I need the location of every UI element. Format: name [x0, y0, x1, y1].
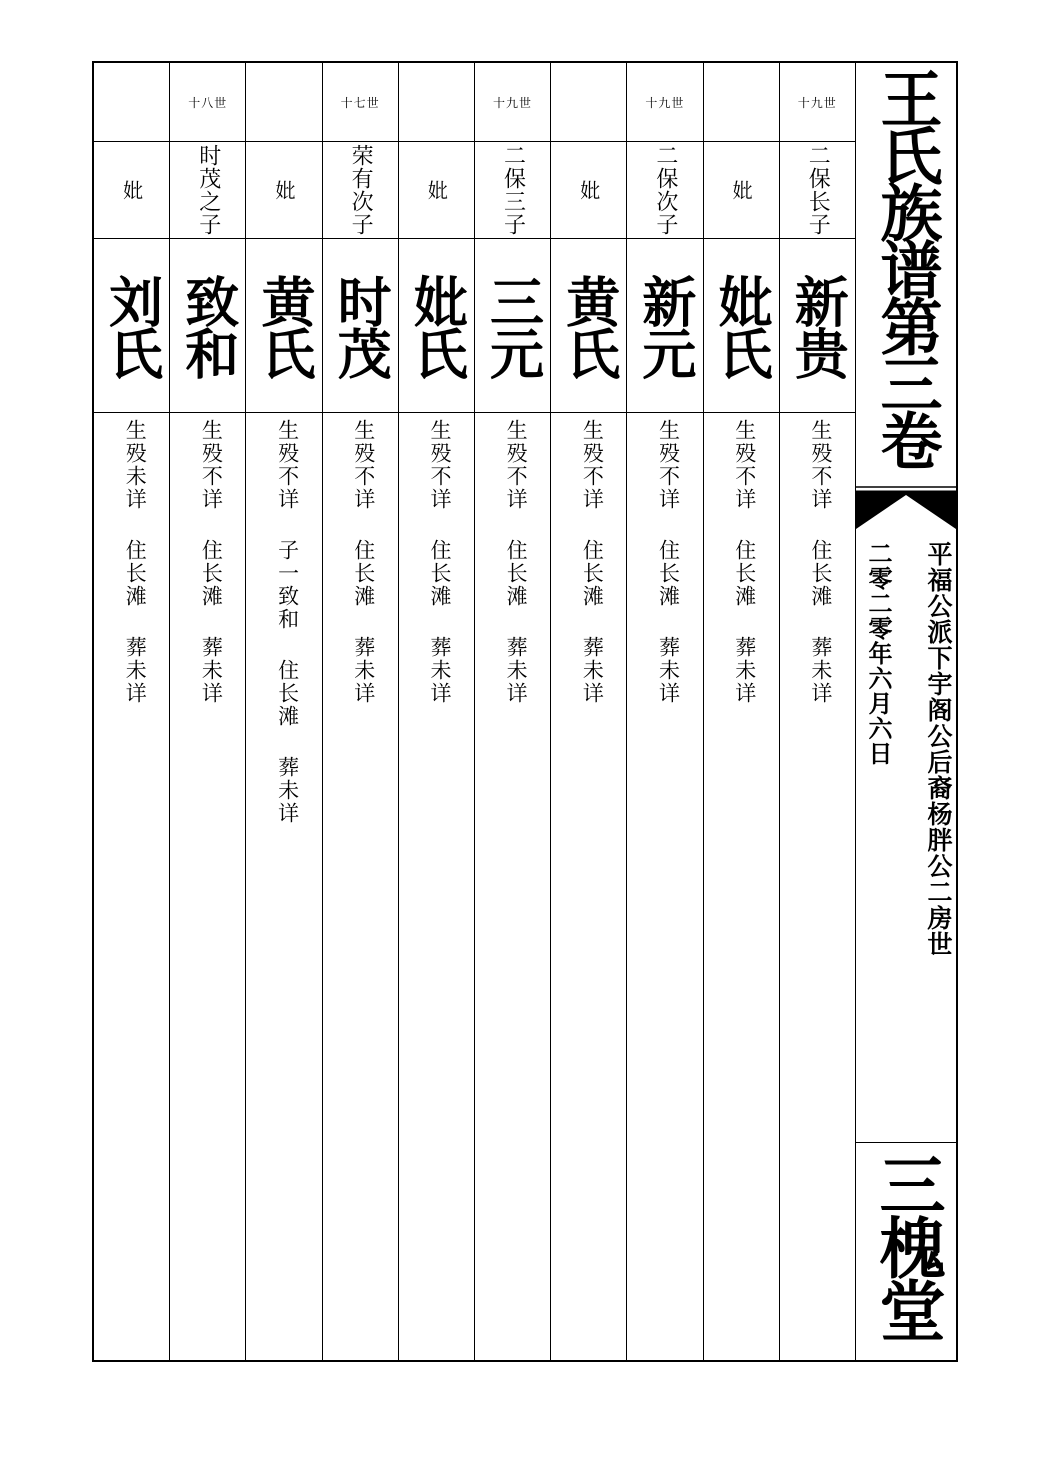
note-line: 生殁不详 [808, 419, 833, 511]
note-line: 住长滩 [123, 539, 148, 608]
note-line: 葬未详 [199, 636, 224, 705]
person-name: 妣氏 [405, 273, 469, 378]
hall-name-text: 三槐堂 [868, 1151, 945, 1340]
note-line: 住长滩 [351, 539, 376, 608]
relation-cell [475, 142, 550, 239]
generation-cell [399, 63, 474, 142]
genealogy-columns [94, 63, 856, 1360]
person-name: 新贵 [786, 273, 850, 378]
note-line: 葬未详 [351, 636, 376, 705]
note-line: 住长滩 [275, 659, 300, 728]
note-line: 生殁不详 [504, 419, 529, 511]
relation-cell [170, 142, 245, 239]
note-line: 住长滩 [656, 539, 681, 608]
note-line: 住长滩 [427, 539, 452, 608]
relation-cell [399, 142, 474, 239]
person-notes [123, 419, 147, 705]
relation-label: 妣 [424, 179, 449, 201]
name-cell [94, 239, 169, 413]
person-name: 妣氏 [710, 273, 774, 378]
note-line: 葬未详 [504, 636, 529, 705]
note-line: 住长滩 [504, 539, 529, 608]
generation-label: 十九世 [797, 95, 837, 110]
person-notes [809, 419, 833, 705]
genealogy-column [399, 63, 475, 1360]
person-name: 三元 [481, 273, 545, 378]
generation-label: 十九世 [645, 95, 685, 110]
note-line: 生殁不详 [427, 419, 452, 511]
fish-tail-divider [856, 485, 956, 531]
generation-cell [94, 63, 169, 142]
note-line: 住长滩 [808, 539, 833, 608]
note-line: 生殁未详 [123, 419, 148, 511]
genealogy-column [551, 63, 627, 1360]
name-cell [246, 239, 321, 413]
relation-label: 二保长子 [805, 144, 831, 236]
notes-cell [780, 413, 855, 1360]
genealogy-column [94, 63, 170, 1360]
publication-date: 二零二零年六月六日 [864, 541, 893, 766]
name-cell [551, 239, 626, 413]
relation-label: 二保次子 [652, 144, 678, 236]
notes-cell [246, 413, 321, 1360]
name-cell [170, 239, 245, 413]
name-cell [627, 239, 702, 413]
person-notes [352, 419, 376, 705]
notes-cell [475, 413, 550, 1360]
notes-cell [170, 413, 245, 1360]
relation-label: 妣 [119, 179, 144, 201]
note-line: 葬未详 [275, 756, 300, 825]
relation-cell [323, 142, 398, 239]
genealogy-column [780, 63, 856, 1360]
note-line: 葬未详 [808, 636, 833, 705]
generation-cell [246, 63, 321, 142]
note-line: 生殁不详 [656, 419, 681, 511]
person-notes [199, 419, 223, 705]
notes-cell [704, 413, 779, 1360]
generation-cell [323, 63, 398, 142]
notes-cell [399, 413, 474, 1360]
relation-cell [94, 142, 169, 239]
note-line: 生殁不详 [351, 419, 376, 511]
book-title [856, 63, 956, 488]
relation-cell [704, 142, 779, 239]
title-panel [856, 63, 956, 1360]
relation-cell [246, 142, 321, 239]
generation-label: 十七世 [340, 95, 380, 110]
relation-label: 二保三子 [500, 144, 526, 236]
note-line: 葬未详 [732, 636, 757, 705]
person-notes [276, 419, 300, 825]
generation-cell [704, 63, 779, 142]
genealogy-column [475, 63, 551, 1360]
person-name: 致和 [176, 273, 240, 378]
notes-cell [627, 413, 702, 1360]
note-line: 住长滩 [199, 539, 224, 608]
note-line: 生殁不详 [732, 419, 757, 511]
relation-label: 荣有次子 [348, 144, 374, 236]
name-cell [780, 239, 855, 413]
note-line: 葬未详 [427, 636, 452, 705]
person-notes [733, 419, 757, 705]
note-line: 葬未详 [123, 636, 148, 705]
hall-name [856, 1142, 956, 1360]
person-notes [580, 419, 604, 705]
genealogy-column [323, 63, 399, 1360]
relation-label: 妣 [271, 179, 296, 201]
notes-cell [323, 413, 398, 1360]
generation-cell [780, 63, 855, 142]
relation-label: 妣 [576, 179, 601, 201]
name-cell [704, 239, 779, 413]
name-cell [399, 239, 474, 413]
genealogy-column [627, 63, 703, 1360]
notes-cell [94, 413, 169, 1360]
generation-cell [627, 63, 702, 142]
note-line: 生殁不详 [199, 419, 224, 511]
person-notes [428, 419, 452, 705]
name-cell [475, 239, 550, 413]
notes-cell [551, 413, 626, 1360]
genealogy-column [704, 63, 780, 1360]
person-notes [504, 419, 528, 705]
book-title-text: 王氏族谱第三卷 [870, 67, 943, 466]
relation-cell [627, 142, 702, 239]
note-line: 葬未详 [580, 636, 605, 705]
relation-label: 时茂之子 [195, 144, 221, 236]
person-name: 黄氏 [252, 273, 316, 378]
note-line: 生殁不详 [275, 419, 300, 511]
genealogy-column [246, 63, 322, 1360]
generation-cell [170, 63, 245, 142]
genealogy-page-frame [92, 61, 958, 1362]
note-line: 住长滩 [732, 539, 757, 608]
note-line: 住长滩 [580, 539, 605, 608]
genealogy-column [170, 63, 246, 1360]
relation-cell [551, 142, 626, 239]
branch-subtitle: 平福公派下宇阁公后裔杨胖公二房世 [924, 541, 953, 957]
generation-cell [551, 63, 626, 142]
generation-cell [475, 63, 550, 142]
person-notes [657, 419, 681, 705]
relation-label: 妣 [729, 179, 754, 201]
generation-label: 十九世 [493, 95, 533, 110]
person-name: 时茂 [329, 273, 393, 378]
relation-cell [780, 142, 855, 239]
name-cell [323, 239, 398, 413]
note-line: 生殁不详 [580, 419, 605, 511]
note-line: 子一致和 [275, 539, 300, 631]
generation-label: 十八世 [188, 95, 228, 110]
person-name: 刘氏 [100, 273, 164, 378]
person-name: 黄氏 [557, 273, 621, 378]
person-name: 新元 [633, 273, 697, 378]
note-line: 葬未详 [656, 636, 681, 705]
